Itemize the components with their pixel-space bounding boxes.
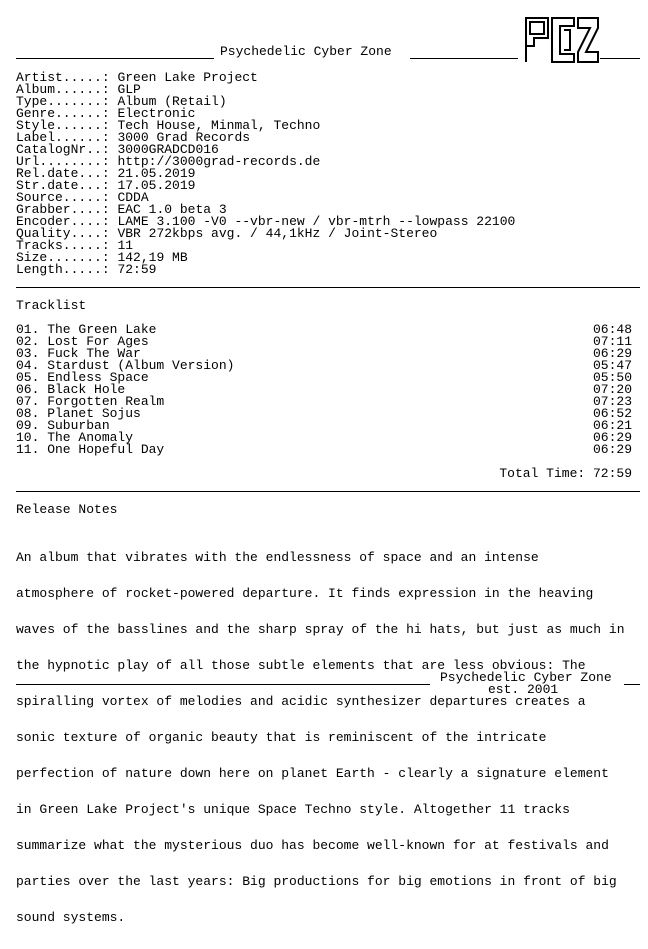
footer-title: Psychedelic Cyber Zone: [440, 670, 612, 685]
info-value: 17.05.2019: [117, 178, 196, 193]
info-key: Rel.date...:: [16, 166, 110, 181]
info-value: 142,19 MB: [117, 250, 188, 265]
info-value: http://3000grad-records.de: [117, 154, 321, 169]
header-line-right: [600, 58, 640, 59]
info-value: LAME 3.100 -V0 --vbr-new / vbr-mtrh --lowpass 22100: [117, 214, 516, 229]
info-value: Green Lake Project: [117, 70, 258, 85]
track-time: 06:52: [592, 406, 632, 421]
track-time: 05:50: [592, 370, 632, 385]
info-value: CDDA: [117, 190, 149, 205]
info-value: VBR 272kbps avg. / 44,1kHz / Joint-Stereo: [117, 226, 438, 241]
notes-line: An album that vibrates with the endlessness of space and an intense: [16, 550, 539, 565]
info-key: Style......:: [16, 118, 110, 133]
notes-line: parties over the last years: Big productions for big emotions in front of big: [16, 874, 617, 889]
track-time: 07:23: [592, 394, 632, 409]
info-value: 11: [117, 238, 134, 253]
info-key: Artist.....:: [16, 70, 110, 85]
tracklist: [16, 324, 632, 456]
footer-line-right: [624, 684, 640, 685]
track-name: 05. Endless Space: [16, 370, 149, 385]
notes-line: summarize what the mysterious duo has become well-known for at festivals and: [16, 838, 609, 853]
info-row-length: [16, 264, 515, 276]
info-key: CatalogNr..:: [16, 142, 110, 157]
footer-line-left: [16, 684, 430, 685]
notes-line: spiralling vortex of melodies and acidic synthesizer departures creates a: [16, 694, 586, 709]
track-time: 06:21: [592, 418, 632, 433]
track-time: 06:29: [592, 430, 632, 445]
info-key: Album......:: [16, 82, 110, 97]
notes-line: sonic texture of organic beauty that is reminiscent of the intricate: [16, 730, 547, 745]
track-name: 09. Suburban: [16, 418, 110, 433]
divider-info: [16, 287, 640, 288]
notes-line: waves of the basslines and the sharp spray of the hi hats, but just as much in: [16, 622, 625, 637]
list-item: [16, 444, 632, 456]
track-name: 08. Planet Sojus: [16, 406, 141, 421]
track-time: 05:47: [592, 358, 632, 373]
header-title: Psychedelic Cyber Zone: [220, 44, 392, 59]
info-key: Type.......:: [16, 94, 110, 109]
release-info: [16, 72, 515, 276]
track-name: 03. Fuck The War: [16, 346, 141, 361]
info-key: Str.date...:: [16, 178, 110, 193]
release-notes: [16, 528, 640, 948]
info-key: Quality....:: [16, 226, 110, 241]
info-value: EAC 1.0 beta 3: [117, 202, 227, 217]
track-time: 07:11: [592, 334, 632, 349]
header: [16, 16, 640, 60]
info-key: Label......:: [16, 130, 110, 145]
track-name: 02. Lost For Ages: [16, 334, 149, 349]
track-time: 06:29: [592, 442, 632, 457]
notes-line: in Green Lake Project's unique Space Techno style. Altogether 11 tracks: [16, 802, 570, 817]
info-key: Genre......:: [16, 106, 110, 121]
header-line-middle: [410, 58, 518, 59]
track-time: 06:48: [592, 322, 632, 337]
info-value: 72:59: [117, 262, 157, 277]
pcz-logo-icon: [524, 16, 600, 64]
info-key: Grabber....:: [16, 202, 110, 217]
track-time: 06:29: [592, 346, 632, 361]
header-line-left: [16, 58, 214, 59]
notes-line: perfection of nature down here on planet Earth - clearly a signature element: [16, 766, 609, 781]
info-value: 3000 Grad Records: [117, 130, 251, 145]
track-name: 07. Forgotten Realm: [16, 394, 165, 409]
info-key: Tracks.....:: [16, 238, 110, 253]
info-value: GLP: [117, 82, 141, 97]
info-key: Encoder....:: [16, 214, 110, 229]
track-name: 06. Black Hole: [16, 382, 126, 397]
info-key: Length.....:: [16, 262, 110, 277]
info-key: Url........:: [16, 154, 110, 169]
track-name: 01. The Green Lake: [16, 322, 157, 337]
info-value: 3000GRADCD016: [117, 142, 219, 157]
info-key: Source.....:: [16, 190, 110, 205]
track-name: 11. One Hopeful Day: [16, 442, 165, 457]
track-name: 04. Stardust (Album Version): [16, 358, 235, 373]
notes-line: sound systems.: [16, 910, 126, 925]
notes-line: atmosphere of rocket-powered departure. It finds expression in the heaving: [16, 586, 594, 601]
notes-line: the hypnotic play of all those subtle elements that are less obvious: The: [16, 658, 586, 673]
release-notes-title: Release Notes: [16, 502, 118, 517]
info-value: Electronic: [117, 106, 196, 121]
info-value: 21.05.2019: [117, 166, 196, 181]
info-value: Album (Retail): [117, 94, 227, 109]
track-time: 07:20: [592, 382, 632, 397]
info-key: Size.......:: [16, 250, 110, 265]
track-name: 10. The Anomaly: [16, 430, 134, 445]
tracklist-title: Tracklist: [16, 298, 87, 313]
info-value: Tech House, Minmal, Techno: [117, 118, 321, 133]
divider-tracklist: [16, 491, 640, 492]
total-time: Total Time: 72:59: [499, 466, 632, 481]
footer-est: est. 2001: [488, 682, 559, 697]
